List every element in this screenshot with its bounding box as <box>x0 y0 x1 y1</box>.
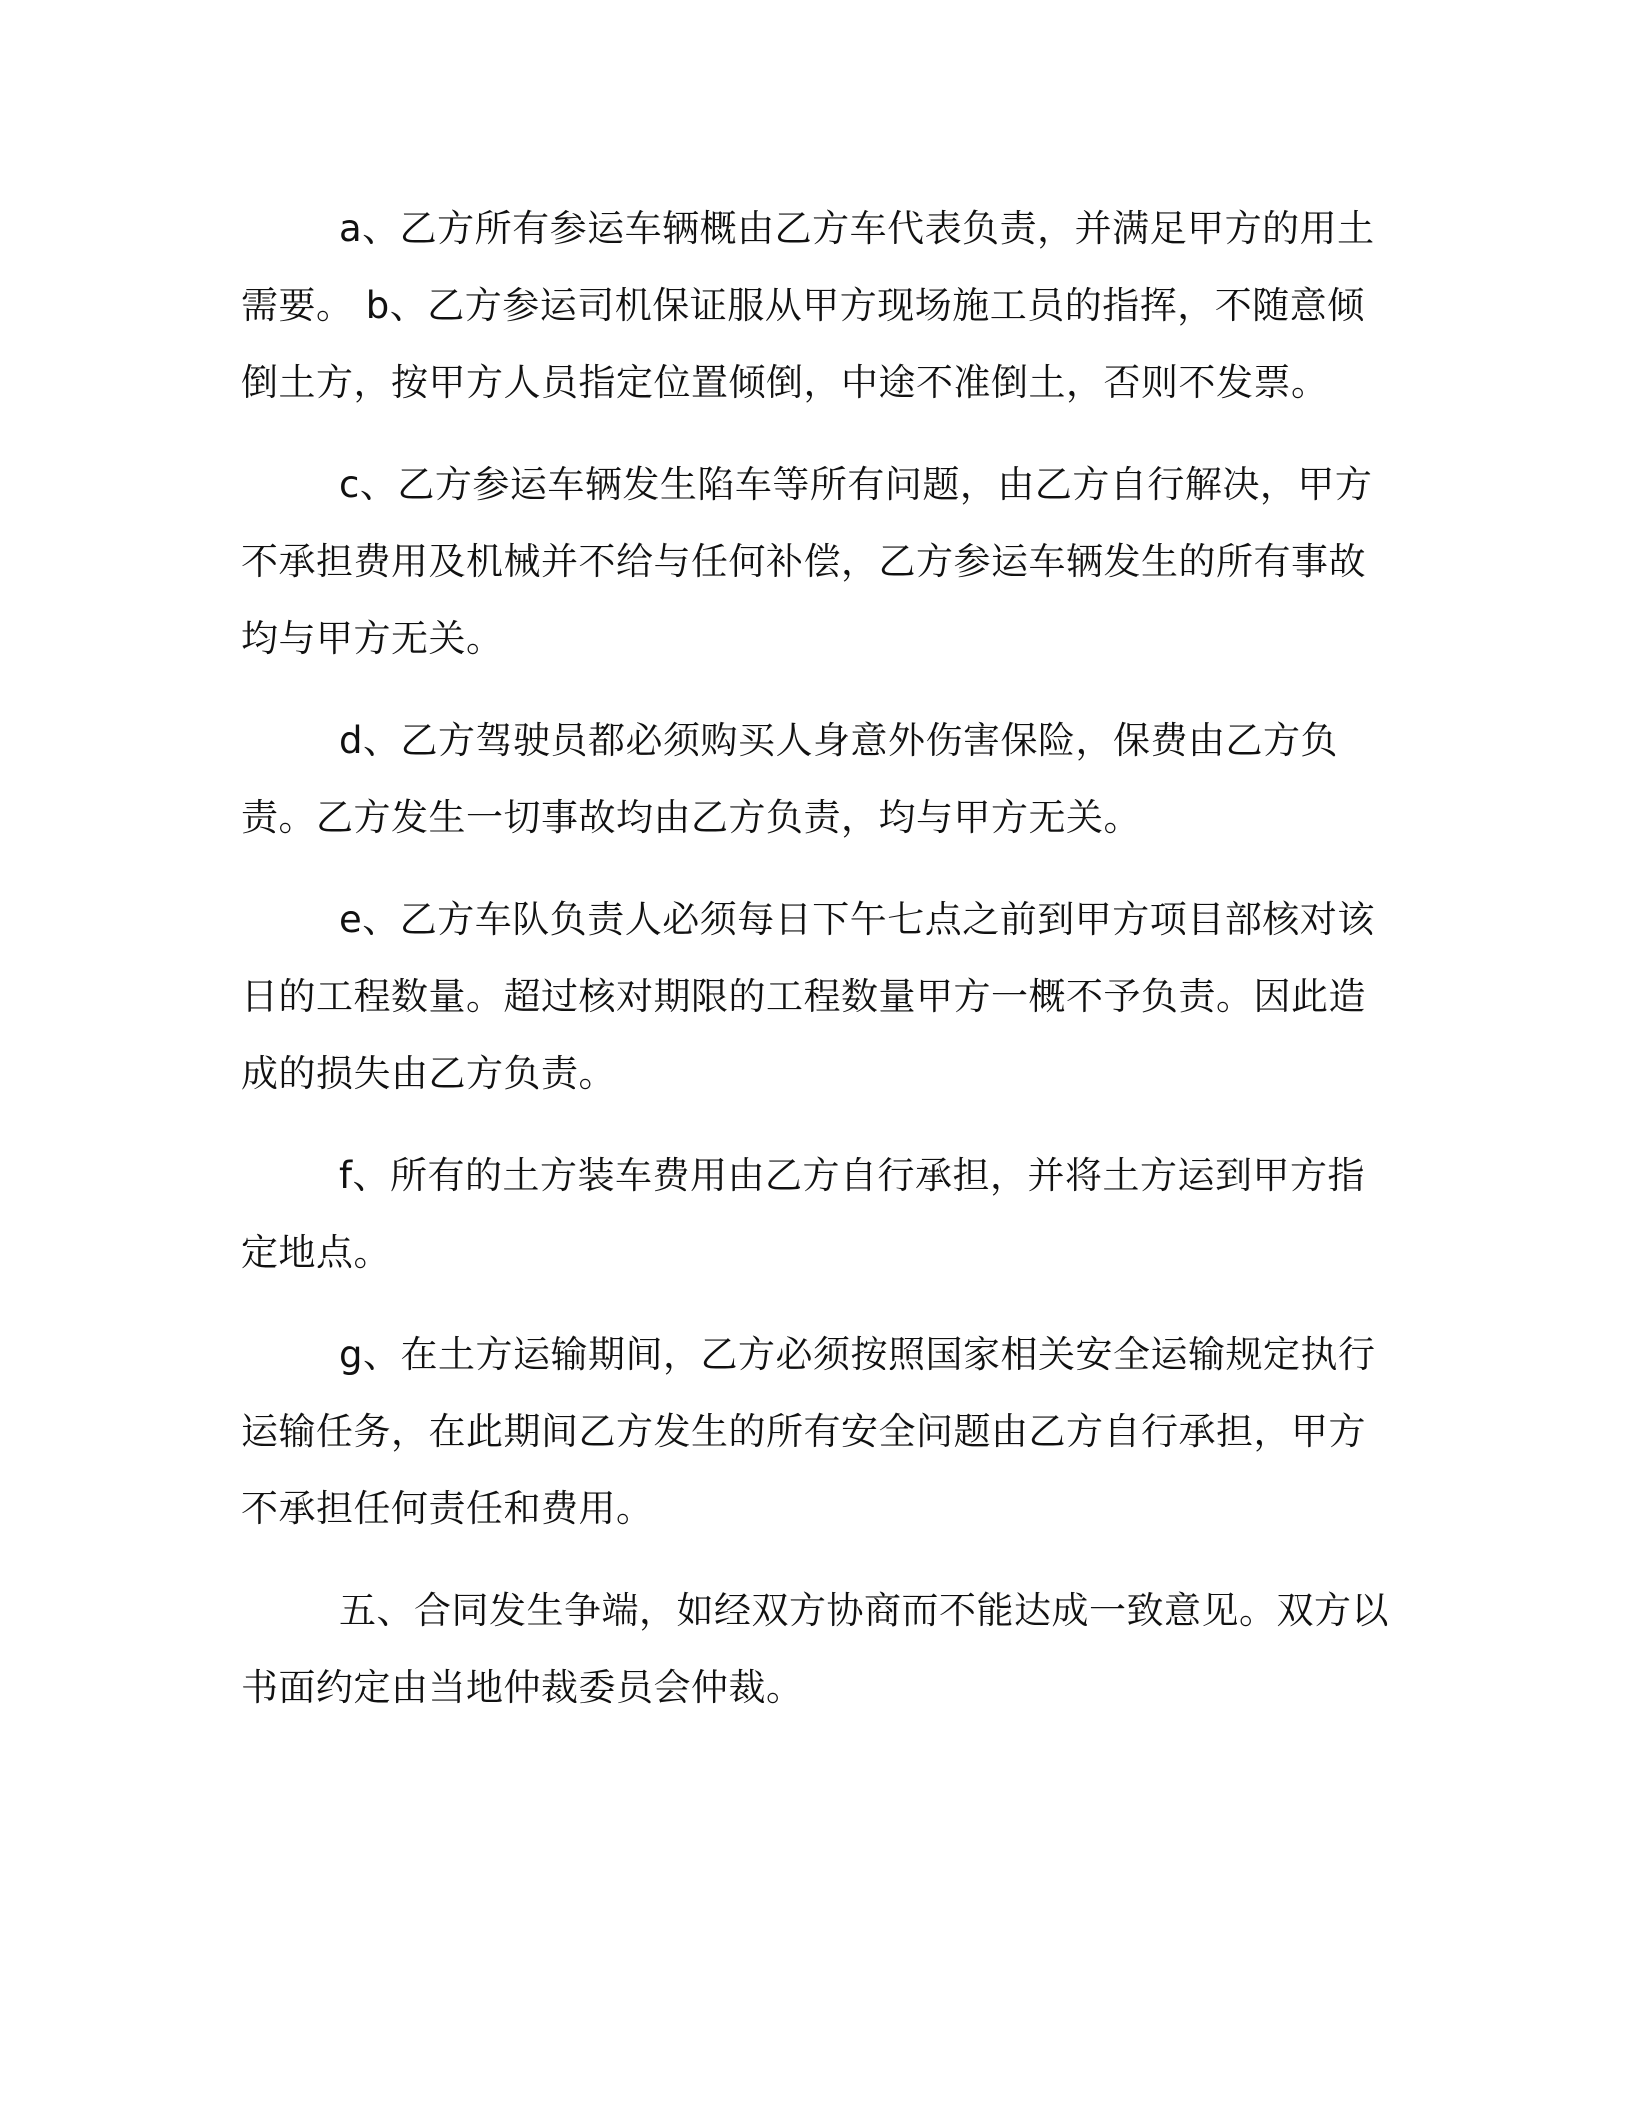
paragraph-c: c、乙方参运车辆发生陷车等所有问题，由乙方自行解决，甲方不承担费用及机械并不给与任何补偿，乙方参运车辆发生的所有事故均与甲方无关。 <box>241 463 1373 660</box>
paragraph-e: e、乙方车队负责人必须每日下午七点之前到甲方项目部核对该日的工程数量。超过核对期限的工程数量甲方一概不予负责。因此造成的损失由乙方负责。 <box>241 898 1375 1095</box>
paragraph-g: g、在土方运输期间，乙方必须按照国家相关安全运输规定执行运输任务，在此期间乙方发生的所有安全问题由乙方自行承担，甲方不承担任何责任和费用。 <box>241 1333 1376 1530</box>
paragraph-f: f、所有的土方装车费用由乙方自行承担，并将土方运到甲方指定地点。 <box>241 1154 1366 1274</box>
paragraph-five: 五、合同发生争端，如经双方协商而不能达成一致意见。双方以书面约定由当地仲裁委员会仲裁。 <box>241 1589 1389 1709</box>
paragraph-a-b: a、乙方所有参运车辆概由乙方车代表负责，并满足甲方的用土需要。 b、乙方参运司机保证服从甲方现场施工员的指挥，不随意倾倒土方，按甲方人员指定位置倾倒，中途不准倒土，否则不发票。 <box>241 207 1375 404</box>
document-body <box>241 190 1391 1751</box>
paragraph-d: d、乙方驾驶员都必须购买人身意外伤害保险，保费由乙方负责。乙方发生一切事故均由乙方负责，均与甲方无关。 <box>241 719 1338 839</box>
